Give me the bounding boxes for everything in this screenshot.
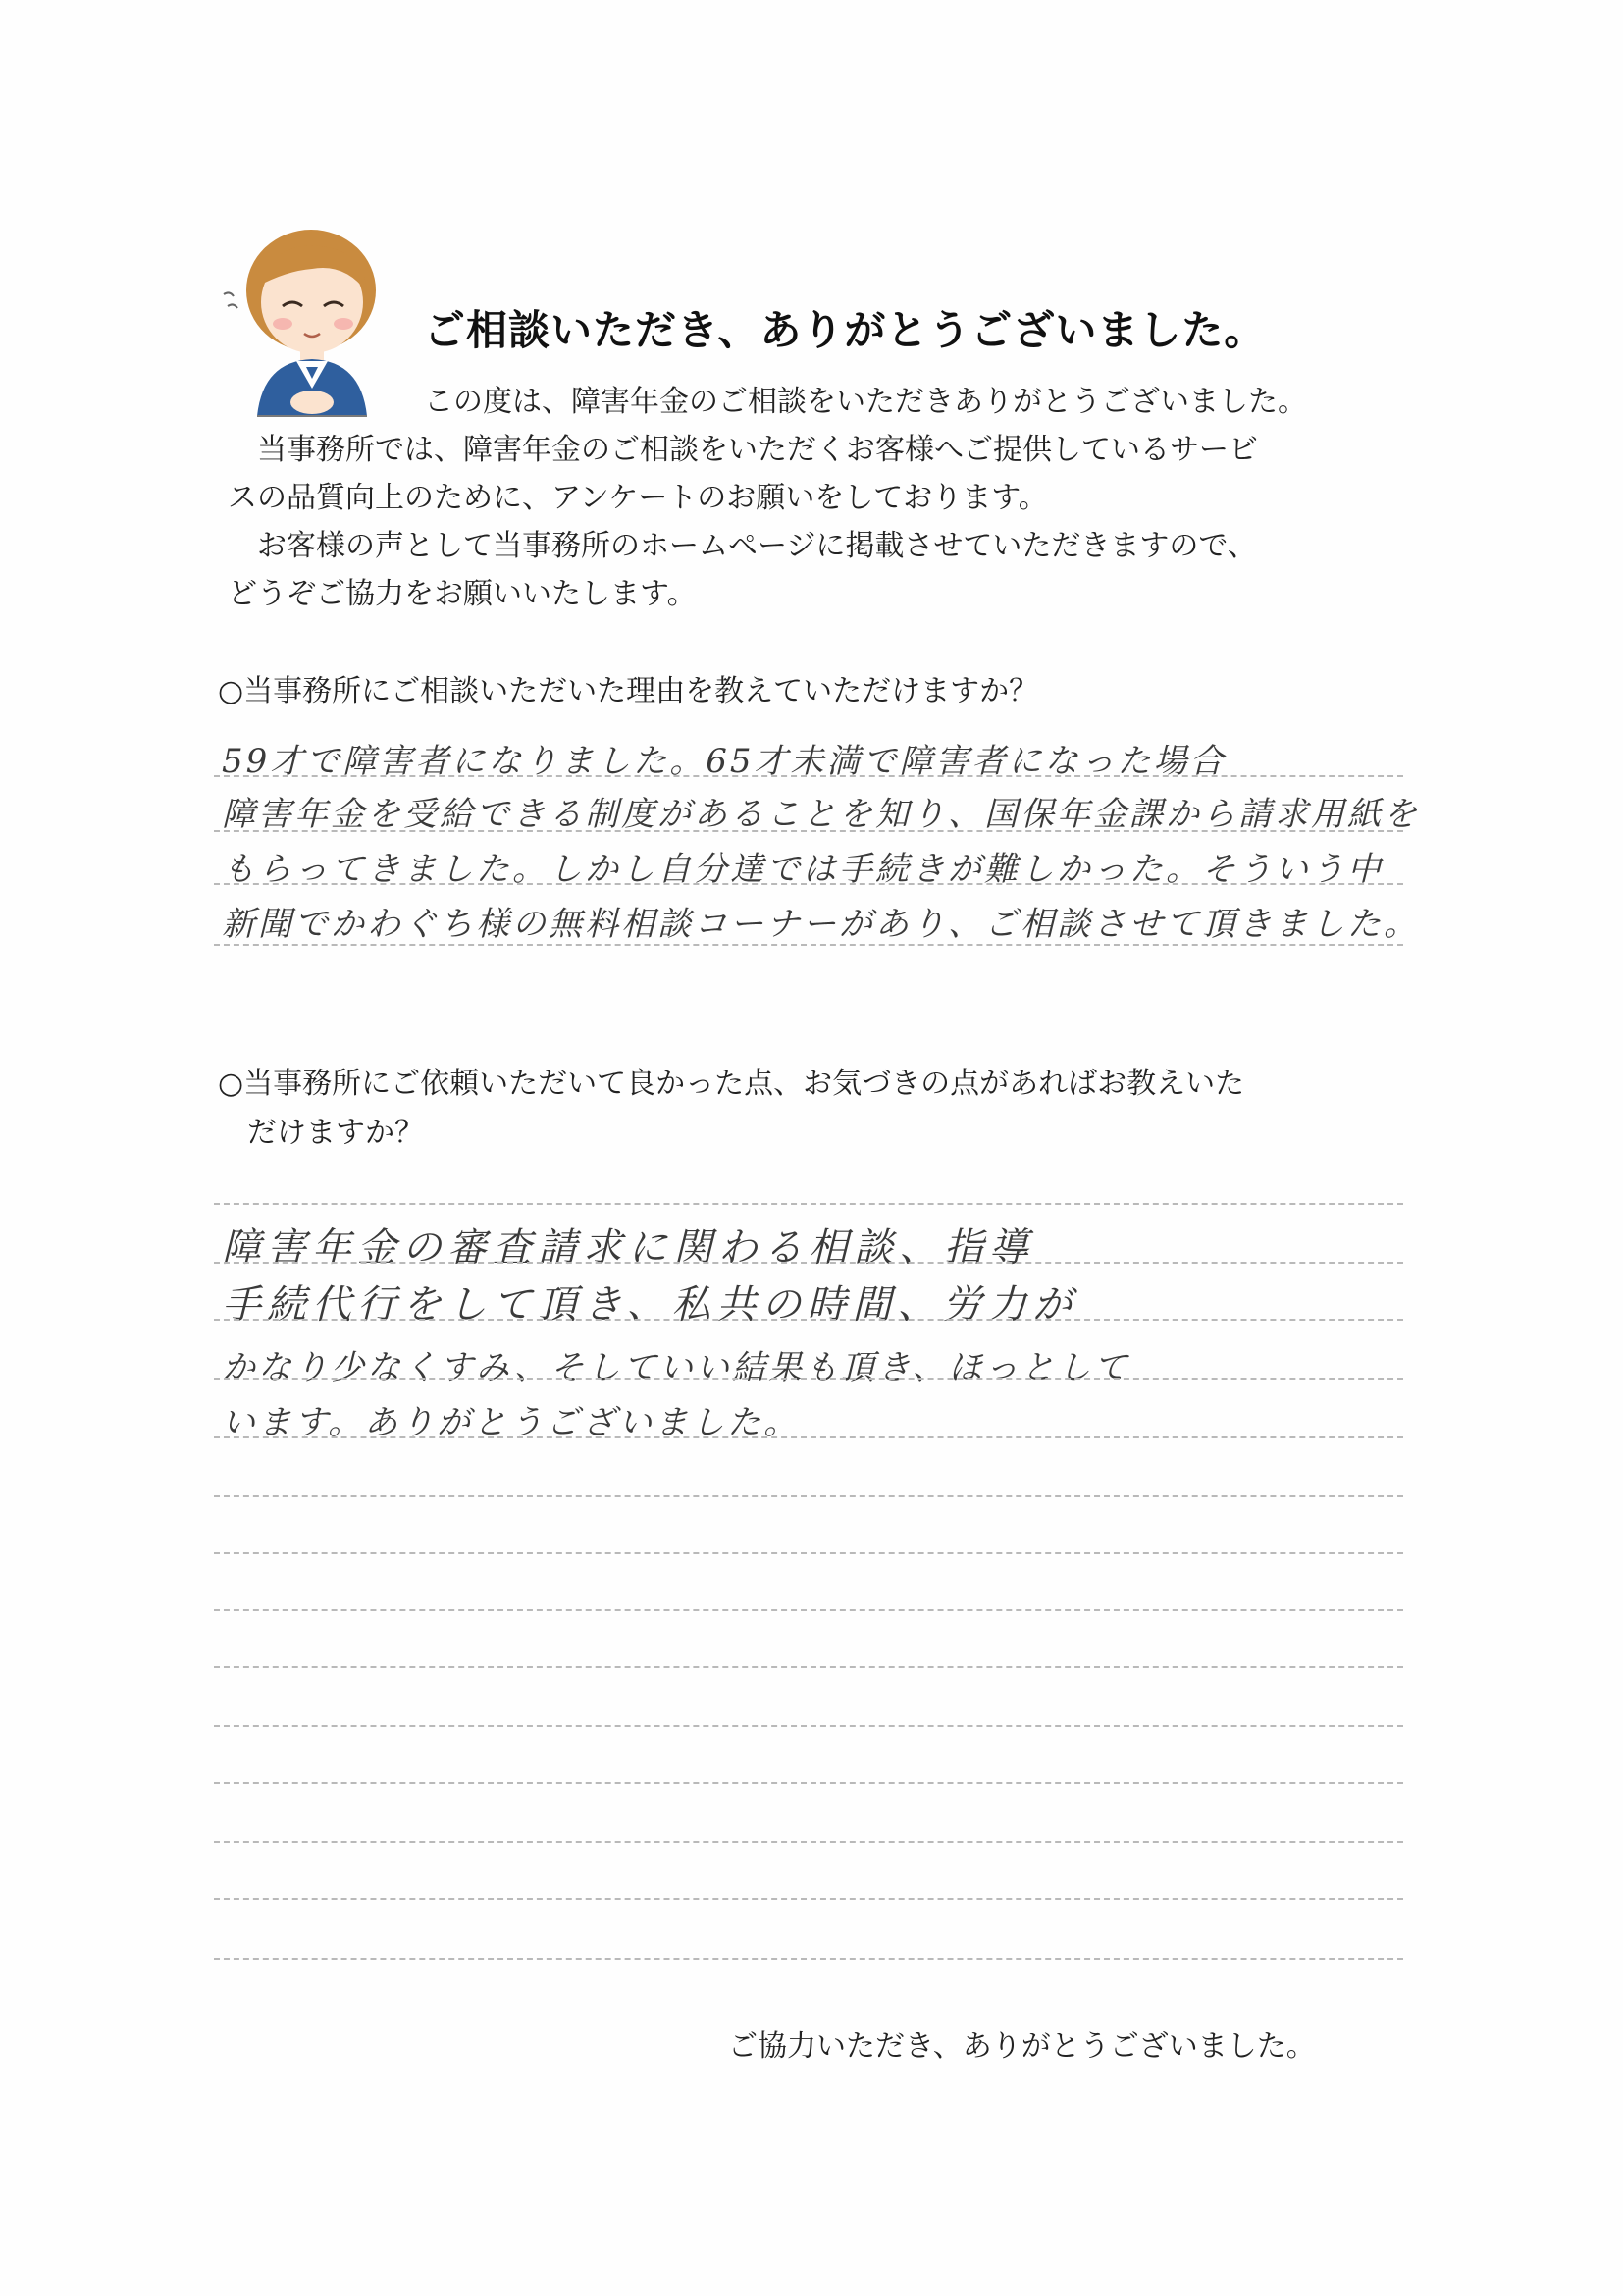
answer-1-line: もらってきました。しかし自分達では手続きが難しかった。そういう中	[222, 850, 1384, 889]
answer-rule	[214, 1958, 1403, 1960]
answer-rule	[214, 1725, 1403, 1727]
question-1	[218, 667, 1425, 716]
intro-line: どうぞご協力をお願いいたします。	[228, 577, 697, 611]
answer-1-area	[214, 726, 1420, 962]
answer-rule	[214, 1378, 1403, 1380]
answer-1-line: 障害年金を受給できる制度があることを知り、国保年金課から請求用紙を	[222, 795, 1420, 834]
answer-rule	[214, 1436, 1403, 1438]
question-2	[218, 1060, 1425, 1158]
answer-rule	[214, 1666, 1403, 1668]
answer-rule	[214, 1203, 1403, 1205]
intro-line: 当事務所では、障害年金のご相談をいただくお客様へご提供しているサービ	[257, 433, 1258, 467]
answer-2-line: います。ありがとうございました。	[222, 1403, 801, 1442]
answer-rule	[214, 1841, 1403, 1843]
answer-2-line: かなり少なくすみ、そしていい結果も頂き、ほっとして	[222, 1348, 1130, 1387]
answer-2-area	[214, 1203, 1403, 1978]
question-1-text: ○当事務所にご相談いただいた理由を教えていただけますか？	[218, 674, 1039, 708]
answer-rule	[214, 830, 1403, 832]
answer-rule	[214, 1552, 1403, 1554]
page-title: ご相談いただき、ありがとうございました。	[424, 306, 1267, 354]
answer-2-line: 障害年金の審査請求に関わる相談、指導	[222, 1226, 1034, 1271]
answer-rule	[214, 1782, 1403, 1784]
answer-rule	[214, 1262, 1403, 1264]
answer-1-line: 新聞でかわぐち様の無料相談コーナーがあり、ご相談させて頂きました。	[222, 905, 1420, 944]
answer-rule	[214, 883, 1403, 885]
intro-line: お客様の声として当事務所のホームページに掲載させていただきますので、	[257, 529, 1257, 563]
question-2-text: だけますか？	[218, 1116, 424, 1150]
intro-line: この度は、障害年金のご相談をいただきありがとうございました。	[424, 385, 1307, 419]
answer-rule	[214, 1495, 1403, 1497]
intro-paragraph	[228, 378, 1405, 618]
answer-rule	[214, 944, 1403, 946]
answer-1-line: 59才で障害者になりました。65才未満で障害者になった場合	[222, 742, 1227, 781]
answer-rule	[214, 775, 1403, 777]
question-2-text: ○当事務所にご依頼いただいて良かった点、お気づきの点があればお教えいた	[218, 1067, 1245, 1101]
answer-rule	[214, 1898, 1403, 1900]
intro-line: スの品質向上のために、アンケートのお願いをしております。	[228, 481, 1048, 515]
answer-2-line: 手続代行をして頂き、私共の時間、労力が	[222, 1282, 1078, 1328]
closing-message: ご協力いただき、ありがとうございました。	[728, 2029, 1316, 2063]
answer-rule	[214, 1319, 1403, 1321]
answer-rule	[214, 1609, 1403, 1611]
